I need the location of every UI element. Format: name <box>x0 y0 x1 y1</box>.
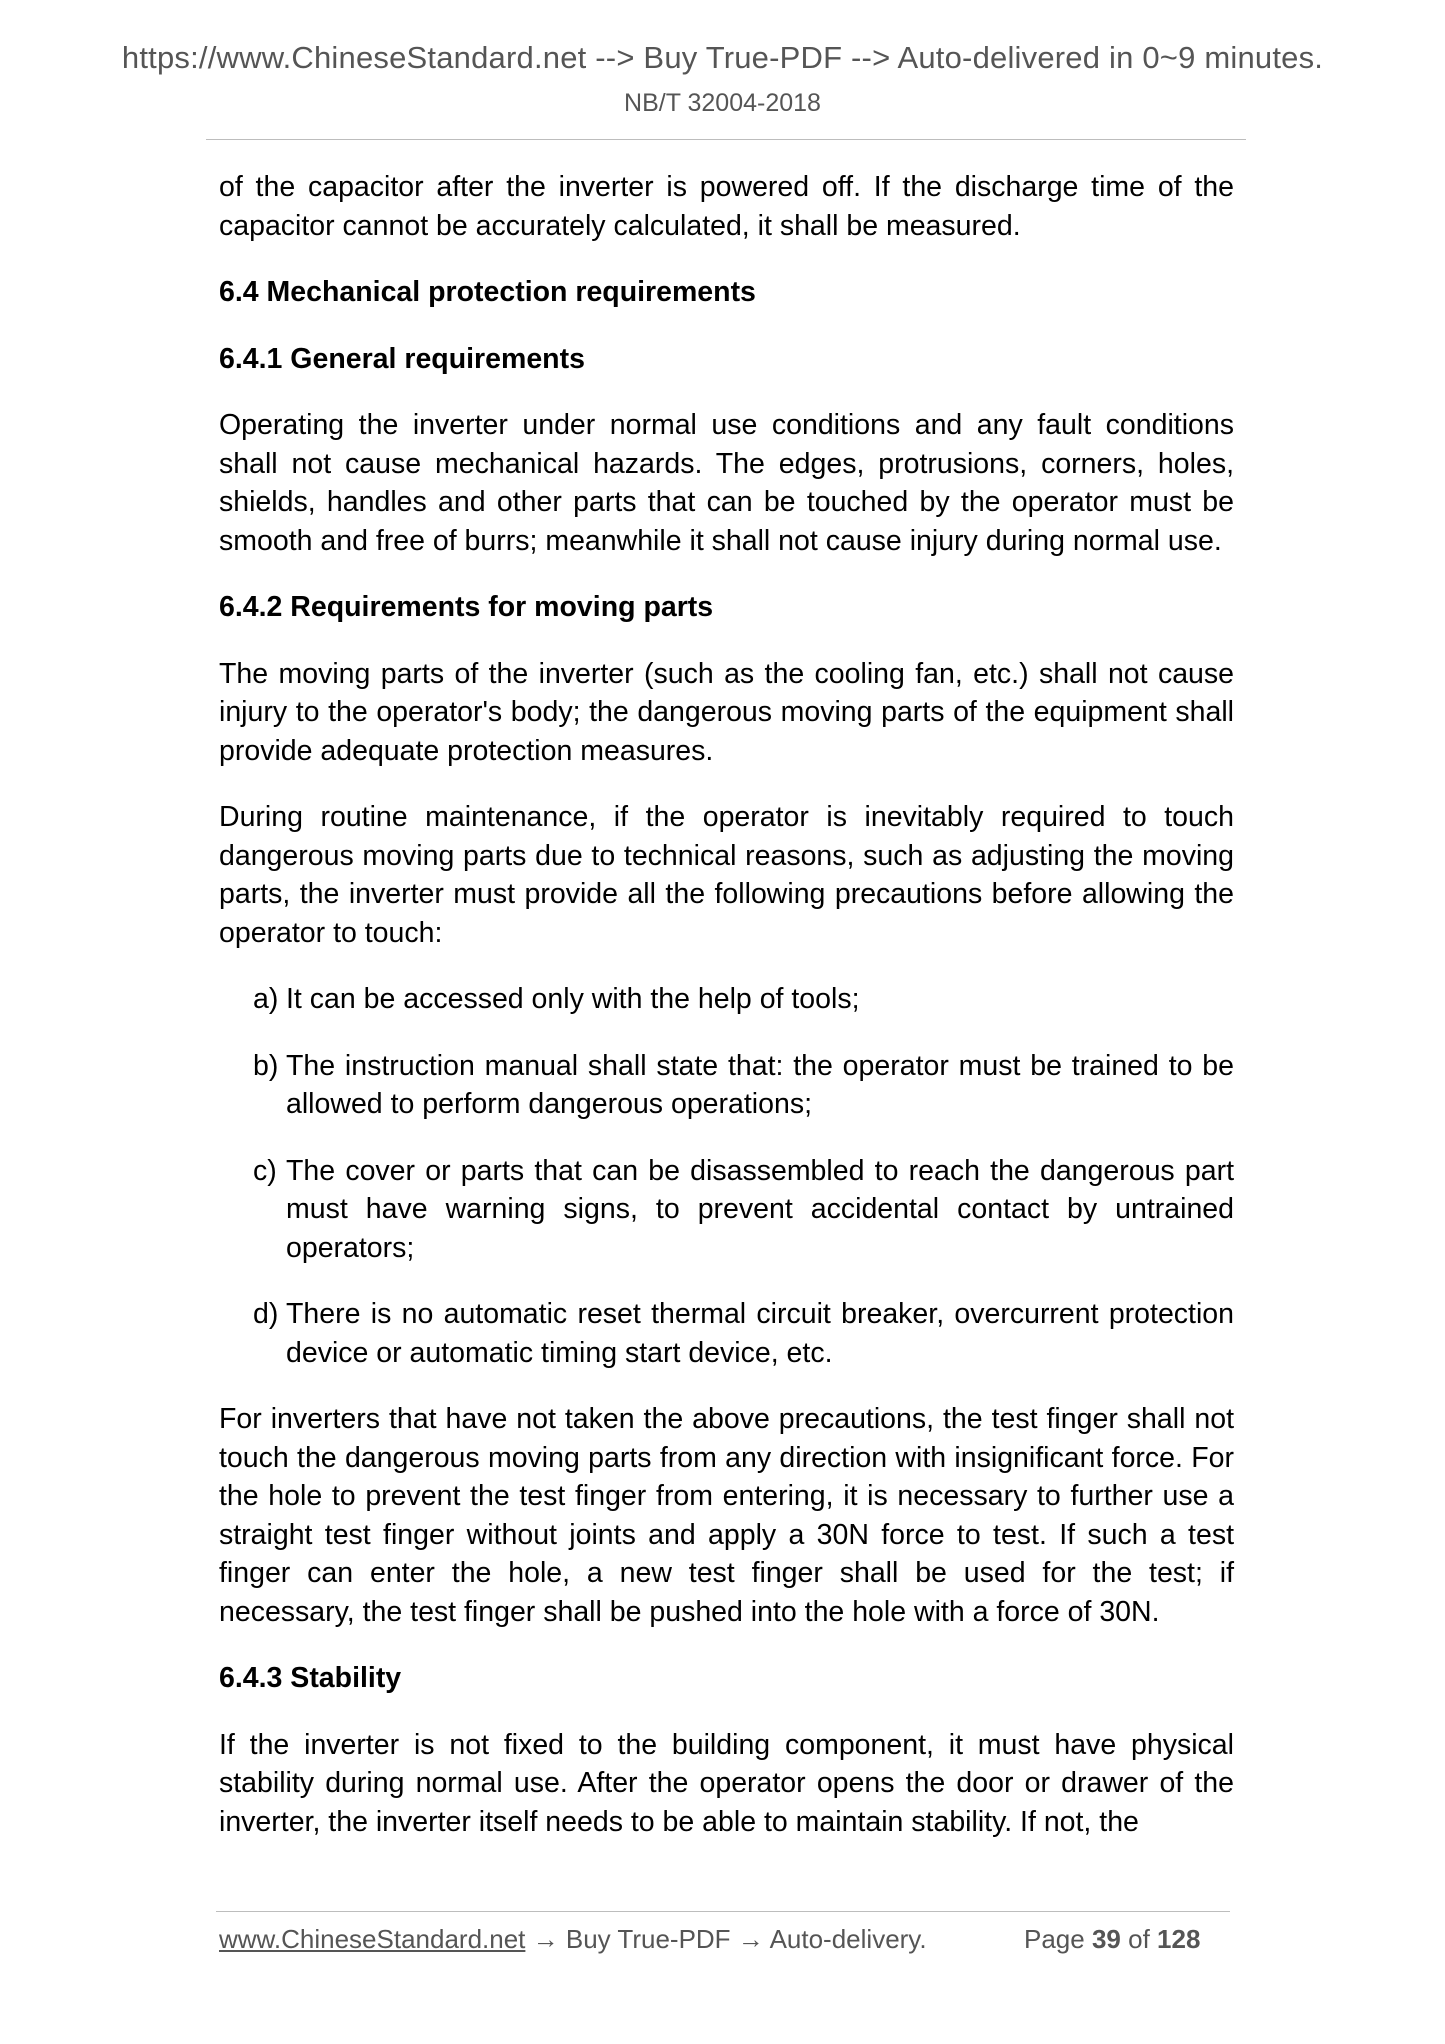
of-label: of <box>1128 1924 1150 1954</box>
footer-divider <box>216 1911 1230 1912</box>
list-item-b <box>219 1047 1234 1124</box>
paragraph-moving-2: During routine maintenance, if the operator is inevitably required to touch dangerous moving parts due to technical reasons, such as adjusting the moving parts, the inverter must provide all the following precautions before allowing the operator to touch: <box>219 801 1234 949</box>
page-footer <box>219 1924 1233 1955</box>
paragraph-intro: of the capacitor after the inverter is powered off. If the discharge time of the capacitor cannot be accurately calculated, it shall be measured. <box>219 171 1234 242</box>
list-item-c <box>219 1152 1234 1268</box>
page-label: Page <box>1024 1924 1085 1954</box>
list-marker: d) <box>253 1298 279 1330</box>
footer-tagline: → Buy True-PDF → Auto-delivery. <box>525 1924 927 1954</box>
list-item-text: The cover or parts that can be disassembled to reach the dangerous part must have warning signs, to prevent accidental contact by untrained operators; <box>286 1154 1234 1264</box>
footer-site-link[interactable]: www.ChineseStandard.net <box>219 1924 526 1954</box>
document-body <box>219 168 1234 1869</box>
paragraph-test-finger: For inverters that have not taken the above precautions, the test finger shall not touch the dangerous moving parts from any direction with insignificant force. For the hole to prevent the test finger from entering, it is necessary to further use a straight test finger without joints and apply a 30N force to test. If such a test finger can enter the hole, a new test finger shall be used for the test; if necessary, the test finger shall be pushed into the hole with a force of 30N. <box>219 1403 1234 1628</box>
list-marker: a) <box>253 983 279 1015</box>
list-marker: b) <box>253 1049 279 1082</box>
list-item-d <box>219 1295 1234 1372</box>
list-item-text: The instruction manual shall state that: the operator must be trained to be allowed to perform dangerous operations; <box>286 1049 1234 1120</box>
heading-6-4-1: 6.4.1 General requirements <box>219 342 585 375</box>
heading-6-4-2: 6.4.2 Requirements for moving parts <box>219 591 714 623</box>
page-indicator <box>1024 1924 1200 1955</box>
header-divider <box>206 139 1246 140</box>
paragraph-moving-1: The moving parts of the inverter (such as the cooling fan, etc.) shall not cause injury to the operator's body; the dangerous moving parts of the equipment shall provide adequate protection measures. <box>219 657 1234 767</box>
list-item-a <box>219 980 1234 1019</box>
list-marker: c) <box>253 1154 277 1187</box>
list-item-text: It can be accessed only with the help of tools; <box>286 983 860 1015</box>
page-current: 39 <box>1091 1924 1121 1954</box>
list-item-text: There is no automatic reset thermal circuit breaker, overcurrent protection device or automatic timing start device, etc. <box>286 1298 1234 1369</box>
heading-6-4: 6.4 Mechanical protection requirements <box>219 276 756 308</box>
page-total: 128 <box>1157 1924 1201 1954</box>
standard-code: NB/T 32004-2018 <box>624 89 821 117</box>
heading-6-4-3: 6.4.3 Stability <box>219 1662 402 1694</box>
paragraph-stability: If the inverter is not fixed to the building component, it must have physical stability during normal use. After the operator opens the door or drawer of the inverter, the inverter itself needs to be able to maintain stability. If not, the <box>219 1728 1234 1838</box>
header-banner: https://www.ChineseStandard.net --> Buy True-PDF --> Auto-delivered in 0~9 minutes. <box>121 40 1324 75</box>
paragraph-general: Operating the inverter under normal use conditions and any fault conditions shall not cause mechanical hazards. The edges, protrusions, corners, holes, shields, handles and other parts that can be touched by the operator must be smooth and free of burrs; meanwhile it shall not cause injury during normal use. <box>219 409 1234 557</box>
